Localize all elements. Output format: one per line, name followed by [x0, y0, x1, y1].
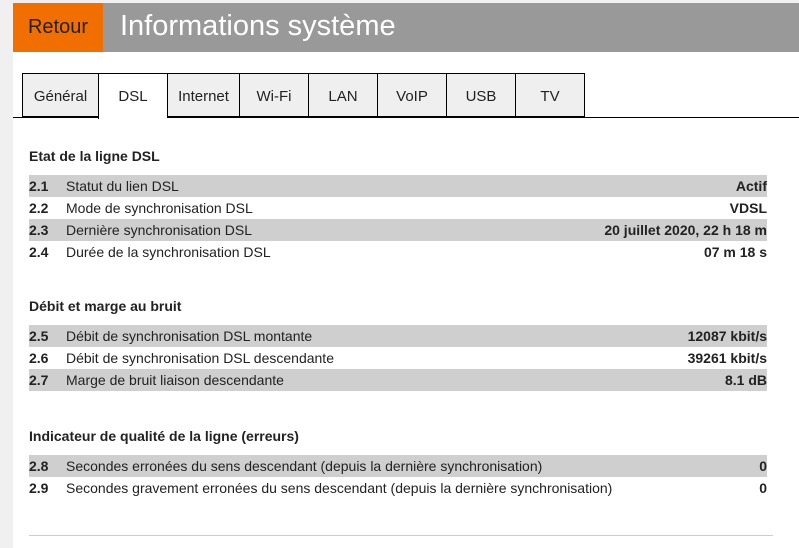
tab-bar [22, 73, 585, 119]
tab-voip[interactable]: VoIP [377, 73, 446, 117]
section-title: Indicateur de qualité de la ligne (erreurs) [29, 428, 299, 444]
row-label: Débit de synchronisation DSL montante [66, 328, 313, 344]
section [29, 148, 767, 263]
section-title: Etat de la ligne DSL [29, 148, 160, 164]
section [29, 298, 767, 391]
row-value: 0 [759, 480, 767, 496]
row-label: Durée de la synchronisation DSL [66, 244, 271, 260]
row-value: 8.1 dB [724, 372, 767, 388]
row-number: 2.8 [29, 458, 49, 474]
row-number: 2.4 [29, 244, 49, 260]
row-label: Secondes erronées du sens descendant (depuis la dernière synchronisation) [66, 458, 543, 474]
info-row [29, 477, 767, 499]
info-row [29, 197, 767, 219]
left-margin [0, 0, 13, 548]
row-number: 2.9 [29, 480, 49, 496]
tab-dsl[interactable]: DSL [98, 73, 167, 119]
row-label: Dernière synchronisation DSL [66, 222, 252, 238]
row-label: Mode de synchronisation DSL [66, 200, 253, 216]
row-number: 2.2 [29, 200, 49, 216]
info-row [29, 219, 767, 241]
info-row [29, 325, 767, 347]
info-row [29, 455, 767, 477]
bottom-divider [29, 535, 773, 536]
row-label: Marge de bruit liaison descendante [66, 372, 284, 388]
row-number: 2.6 [29, 350, 49, 366]
row-value: 0 [759, 458, 767, 474]
row-number: 2.3 [29, 222, 49, 238]
section [29, 428, 767, 499]
tab-general[interactable]: Général [22, 73, 98, 117]
row-number: 2.5 [29, 328, 49, 344]
section-title: Débit et marge au bruit [29, 298, 182, 314]
info-row [29, 347, 767, 369]
back-button[interactable]: Retour [13, 3, 103, 52]
row-value: 20 juillet 2020, 22 h 18 m [604, 222, 767, 238]
tab-wifi[interactable]: Wi-Fi [239, 73, 308, 117]
tab-tv[interactable]: TV [515, 73, 585, 117]
row-label: Débit de synchronisation DSL descendante [66, 350, 334, 366]
tab-lan[interactable]: LAN [308, 73, 377, 117]
tab-internet[interactable]: Internet [167, 73, 239, 117]
row-value: 12087 kbit/s [687, 328, 767, 344]
row-number: 2.1 [29, 178, 49, 194]
info-row [29, 369, 767, 391]
info-row [29, 175, 767, 197]
row-value: VDSL [729, 200, 767, 216]
row-label: Statut du lien DSL [66, 178, 179, 194]
page-title: Informations système [103, 3, 799, 52]
row-number: 2.7 [29, 372, 49, 388]
row-value: Actif [735, 178, 767, 194]
row-value: 07 m 18 s [703, 244, 767, 260]
info-row [29, 241, 767, 263]
row-label: Secondes gravement erronées du sens descendant (depuis la dernière synchronisation) [66, 480, 613, 496]
tab-usb[interactable]: USB [446, 73, 515, 117]
row-value: 39261 kbit/s [687, 350, 767, 366]
